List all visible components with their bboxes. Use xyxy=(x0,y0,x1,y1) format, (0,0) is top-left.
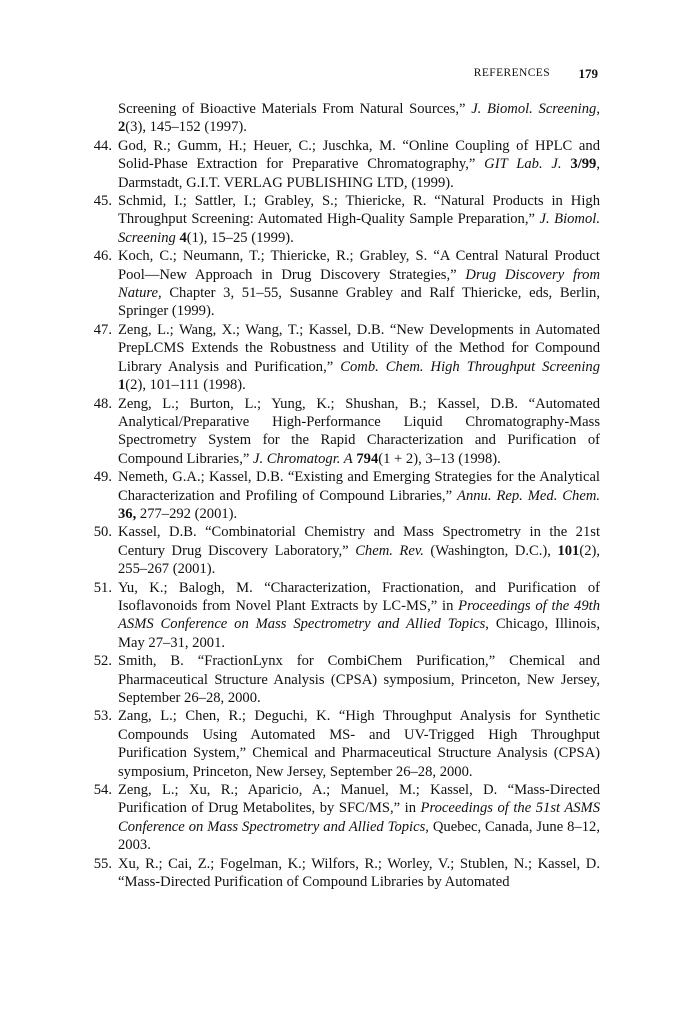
reference-number: 49. xyxy=(93,469,112,486)
reference-text: (1 + 2), 3–13 (1998). xyxy=(378,450,501,467)
reference-item xyxy=(80,247,600,321)
reference-number: 44. xyxy=(93,137,112,154)
reference-number: 55. xyxy=(93,855,112,872)
reference-text: Zang, L.; Chen, R.; Deguchi, K. “High Throughput Analysis for Synthetic Compounds Using Automated MS- and UV-Trigged High Throughput Purification System,” Chemical and Pharmaceutical Structure Analysis (CPSA) symposium, Princeton, New Jersey, September 26–28, 2000. xyxy=(118,708,600,780)
reference-number: 46. xyxy=(93,248,112,265)
reference-number: 51. xyxy=(93,579,112,596)
reference-text: 3/99 xyxy=(570,156,597,173)
reference-text: Chem. Rev. xyxy=(355,542,424,559)
reference-item xyxy=(80,652,600,707)
running-header xyxy=(118,66,598,84)
reference-text: 794 xyxy=(356,450,379,467)
reference-text: , Chicago, Illinois, May 27–31, 2001. xyxy=(118,616,600,651)
reference-text: Nemeth, G.A.; Kassel, D.B. “Existing and Emerging Strategies for the Analytical Characterization and Profiling of Compound Libraries,” xyxy=(118,469,600,504)
reference-text: Comb. Chem. High Throughput Screening xyxy=(340,358,600,375)
reference-text: Xu, R.; Cai, Z.; Fogelman, K.; Wilfors, R.; Worley, V.; Stublen, N.; Kassel, D. “Mass-Directed Purification of Compound Libraries by Automated xyxy=(118,855,600,891)
reference-number: 52. xyxy=(93,653,112,670)
reference-text: (1), 15–25 (1999). xyxy=(186,229,294,246)
running-title: REFERENCES xyxy=(473,67,550,79)
reference-text: Proceedings of the 51st ASMS Conference on Mass Spectrometry and Allied Topics xyxy=(118,800,600,835)
reference-number: 45. xyxy=(93,193,112,210)
reference-text: J. Biomol. Screening xyxy=(118,211,600,246)
reference-text: God, R.; Gumm, H.; Heuer, C.; Juschka, M. “Online Coupling of HPLC and Solid-Phase Extraction for Preparative Chromatography,” xyxy=(118,137,600,173)
reference-text: Zeng, L.; Xu, R.; Aparicio, A.; Manuel, M.; Kassel, D. “Mass-Directed Purification of Drug Metabolites, by SFC/MS,” in xyxy=(118,782,600,817)
reference-text: , Darmstadt, G.I.T. VERLAG PUBLISHING LTD, (1999). xyxy=(118,156,600,191)
reference-number: 54. xyxy=(93,782,112,799)
reference-text: Yu, K.; Balogh, M. “Characterization, Fractionation, and Purification of Isoflavonoids from Novel Plant Extracts by LC-MS,” in xyxy=(118,579,600,614)
reference-number: 53. xyxy=(93,708,112,725)
reference-text: , Quebec, Canada, June 8–12, 2003. xyxy=(118,818,600,854)
reference-number: 48. xyxy=(93,395,112,412)
reference-number: 47. xyxy=(93,321,112,338)
reference-item xyxy=(80,321,600,395)
reference-item xyxy=(80,395,600,469)
reference-item xyxy=(80,579,600,653)
reference-text: Schmid, I.; Sattler, I.; Grabley, S.; Thiericke, R. “Natural Products in High Throughput Screening: Automated High-Quality Sample Preparation,” xyxy=(118,193,600,228)
reference-text: 36, xyxy=(118,505,137,522)
reference-text: Kassel, D.B. “Combinatorial Chemistry and Mass Spectrometry in the 21st Century Drug Discovery Laboratory,” xyxy=(118,524,600,559)
reference-text: 1 xyxy=(118,377,126,394)
reference-text: (2), 255–267 (2001). xyxy=(118,542,601,578)
page-number: 179 xyxy=(578,66,598,81)
reference-text: (Washington, D.C.), xyxy=(423,542,558,559)
reference-item xyxy=(80,192,600,247)
reference-item xyxy=(80,523,600,578)
reference-text: (2), 101–111 (1998). xyxy=(125,377,246,394)
reference-text: Annu. Rep. Med. Chem. xyxy=(457,487,601,504)
reference-number: 50. xyxy=(93,524,112,541)
reference-text: 4 xyxy=(179,229,187,246)
reference-text: Koch, C.; Neumann, T.; Thiericke, R.; Grabley, S. “A Central Natural Product Pool—New Approach in Drug Discovery Strategies,” xyxy=(118,248,600,283)
reference-text: GIT Lab. J. xyxy=(484,156,562,173)
reference-text: (3), 145–152 (1997). xyxy=(125,119,247,136)
reference-item xyxy=(80,100,600,137)
reference-text: Screening of Bioactive Materials From Natural Sources,” xyxy=(118,101,472,117)
reference-text: J. Biomol. Screening xyxy=(471,101,597,117)
reference-item xyxy=(80,137,600,192)
reference-text: 101 xyxy=(557,542,580,559)
reference-text: Zeng, L.; Burton, L.; Yung, K.; Shushan, B.; Kassel, D.B. “Automated Analytical/Preparative High-Performance Liquid Chromatography-Mass Spectrometry System for the Rapid Characterization and Purification of Compound Libraries,” xyxy=(118,395,600,467)
reference-item xyxy=(80,781,600,855)
reference-text: Smith, B. “FractionLynx for CombiChem Purification,” Chemical and Pharmaceutical Structure Analysis (CPSA) symposium, Princeton, New Jersey, September 26–28, 2000. xyxy=(118,653,600,706)
reference-text: 2 xyxy=(118,119,126,136)
reference-text: Zeng, L.; Wang, X.; Wang, T.; Kassel, D.B. “New Developments in Automated PrepLCMS Extends the Robustness and Utility of the Method for Compound Library Analysis and Purification,” xyxy=(118,321,600,375)
reference-text: , xyxy=(596,101,600,117)
reference-text: J. Chromatogr. A xyxy=(252,450,353,467)
reference-text: 277–292 (2001). xyxy=(136,505,238,522)
reference-item xyxy=(80,707,600,781)
reference-text: Proceedings of the 49th ASMS Conference on Mass Spectrometry and Allied Topics xyxy=(118,597,601,633)
reference-text: , Chapter 3, 51–55, Susanne Grabley and Ralf Thiericke, eds, Berlin, Springer (1999). xyxy=(118,285,600,320)
reference-item xyxy=(80,855,600,892)
reference-list xyxy=(80,100,600,891)
reference-text: Drug Discovery from Nature xyxy=(118,266,600,302)
reference-item xyxy=(80,468,600,523)
